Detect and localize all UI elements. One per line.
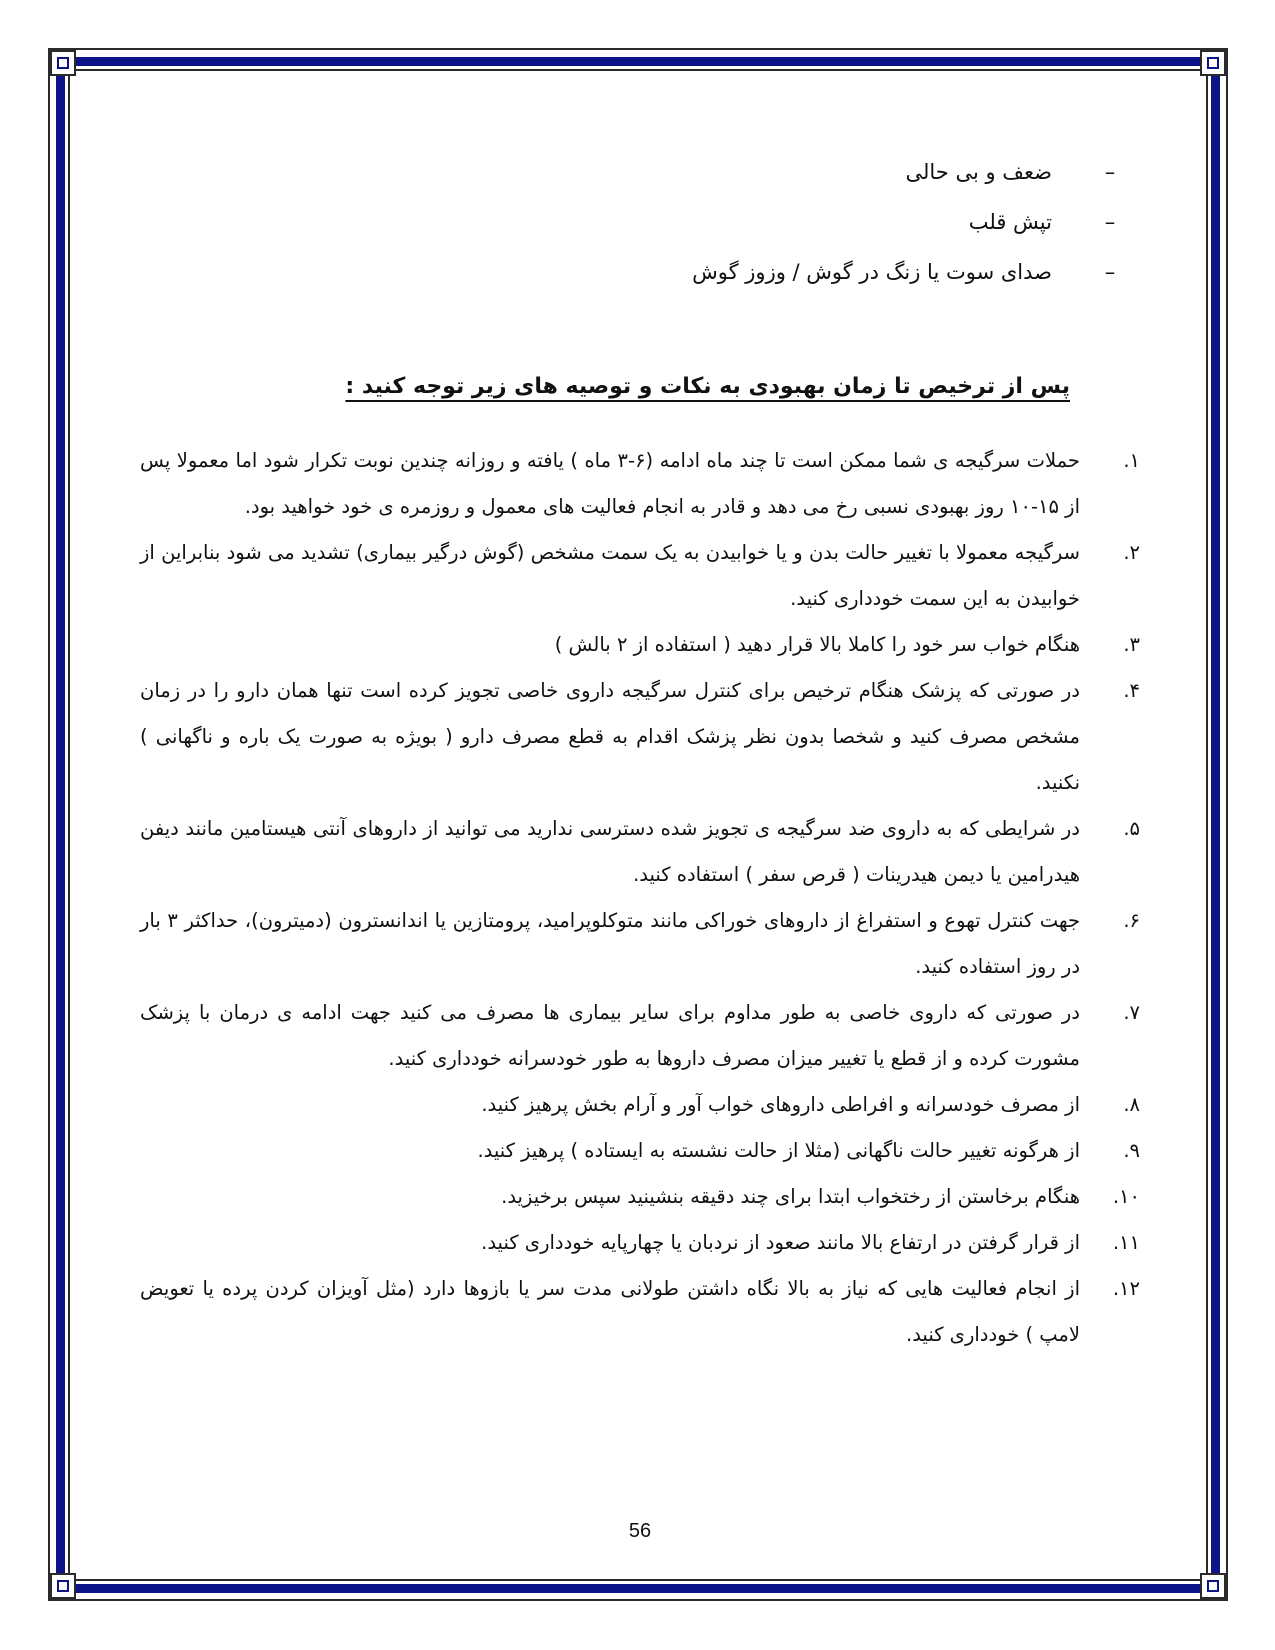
border-corner-top-left — [50, 50, 76, 76]
recommendation-item — [140, 1128, 1140, 1174]
item-number: ۱۱. — [1112, 1231, 1140, 1254]
recommendation-list — [140, 438, 1140, 1358]
symptom-item — [140, 152, 1140, 202]
item-number: ۱۰. — [1112, 1185, 1140, 1208]
recommendation-text: در شرایطی که به داروی ضد سرگیجه ی تجویز شده دسترسی ندارید می توانید از داروهای آنتی هیستامین مانند دیفن هیدرامین یا دیمن هیدرینات ( قرص سفر ) استفاده کنید. — [140, 817, 1080, 886]
symptom-text: صدای سوت یا زنگ در گوش / وزوز گوش — [692, 260, 1052, 284]
recommendation-item — [140, 530, 1140, 622]
recommendation-text: جهت کنترل تهوع و استفراغ از داروهای خوراکی مانند متوکلوپرامید، پرومتازین یا اندانسترون (دمیترون)، حداکثر ۳ بار در روز استفاده کنید. — [140, 909, 1080, 978]
recommendation-text: هنگام خواب سر خود را کاملا بالا قرار دهید ( استفاده از ۲ بالش ) — [554, 633, 1080, 656]
recommendation-item — [140, 898, 1140, 990]
item-number: ۸. — [1123, 1093, 1140, 1116]
border-corner-bottom-right — [1200, 1573, 1226, 1599]
item-number: ۷. — [1123, 1001, 1140, 1024]
recommendation-item — [140, 438, 1140, 530]
page-number: 56 — [628, 1520, 652, 1542]
border-corner-bottom-left — [50, 1573, 76, 1599]
symptom-text: ضعف و بی حالی — [905, 160, 1052, 184]
recommendation-text: در صورتی که داروی خاصی به طور مداوم برای سایر بیماری ها مصرف می کنید جهت ادامه ی درمان با پزشک مشورت کرده و از قطع یا تغییر میزان مصرف داروها به طور خودسرانه خودداری کنید. — [140, 1001, 1080, 1070]
recommendation-text: سرگیجه معمولا با تغییر حالت بدن و یا خوابیدن به یک سمت مشخص (گوش درگیر بیماری) تشدید می شود بنابراین از خوابیدن به این سمت خودداری کنید. — [140, 541, 1080, 610]
recommendation-text: هنگام برخاستن از رختخواب ابتدا برای چند دقیقه بنشینید سپس برخیزید. — [501, 1185, 1080, 1208]
item-number: ۹. — [1123, 1139, 1140, 1162]
recommendation-text: از انجام فعالیت هایی که نیاز به بالا نگاه داشتن طولانی مدت سر یا بازوها دارد (مثل آویزان کردن پرده یا تعویض لامپ ) خودداری کنید. — [140, 1277, 1080, 1346]
border-corner-top-right — [1200, 50, 1226, 76]
dash-bullet: – — [1104, 160, 1116, 184]
symptom-list — [140, 152, 1140, 302]
item-number: ۱. — [1123, 449, 1140, 472]
recommendation-item — [140, 668, 1140, 806]
item-number: ۵. — [1123, 817, 1140, 840]
recommendation-item — [140, 1174, 1140, 1220]
recommendation-text: در صورتی که پزشک هنگام ترخیص برای کنترل سرگیجه داروی خاصی تجویز کرده است تنها همان دارو را در زمان مشخص مصرف کنید و شخصا بدون نظر پزشک اقدام به قطع مصرف دارو ( بویژه به صورت یک باره و ناگهانی ) نکنید. — [140, 679, 1080, 794]
symptom-item — [140, 252, 1140, 302]
recommendation-text: از هرگونه تغییر حالت ناگهانی (مثلا از حالت نشسته به ایستاده ) پرهیز کنید. — [477, 1139, 1080, 1162]
item-number: ۱۲. — [1112, 1277, 1140, 1300]
symptom-item — [140, 202, 1140, 252]
recommendation-item — [140, 622, 1140, 668]
recommendation-text: از قرار گرفتن در ارتفاع بالا مانند صعود از نردبان یا چهارپایه خودداری کنید. — [481, 1231, 1080, 1254]
symptom-text: تپش قلب — [968, 210, 1052, 234]
item-number: ۳. — [1123, 633, 1140, 656]
item-number: ۲. — [1123, 541, 1140, 564]
recommendation-item — [140, 990, 1140, 1082]
recommendation-text: حملات سرگیجه ی شما ممکن است تا چند ماه ادامه (۶-۳ ماه ) یافته و روزانه چندین نوبت تکرار شود اما معمولا پس از ۱۵-۱۰ روز بهبودی نسبی رخ می دهد و قادر به انجام فعالیت های معمول و روزمره ی خود خواهید بود. — [140, 449, 1080, 518]
item-number: ۴. — [1123, 679, 1140, 702]
recommendation-item — [140, 1266, 1140, 1358]
section-heading: پس از ترخیص تا زمان بهبودی به نکات و توصیه های زیر توجه کنید : — [345, 374, 1070, 399]
item-number: ۶. — [1123, 909, 1140, 932]
recommendation-item — [140, 806, 1140, 898]
dash-bullet: – — [1104, 210, 1116, 234]
page-content — [140, 0, 1140, 1650]
dash-bullet: – — [1104, 260, 1116, 284]
recommendation-item — [140, 1082, 1140, 1128]
recommendation-text: از مصرف خودسرانه و افراطی داروهای خواب آور و آرام بخش پرهیز کنید. — [481, 1093, 1080, 1116]
recommendation-item — [140, 1220, 1140, 1266]
